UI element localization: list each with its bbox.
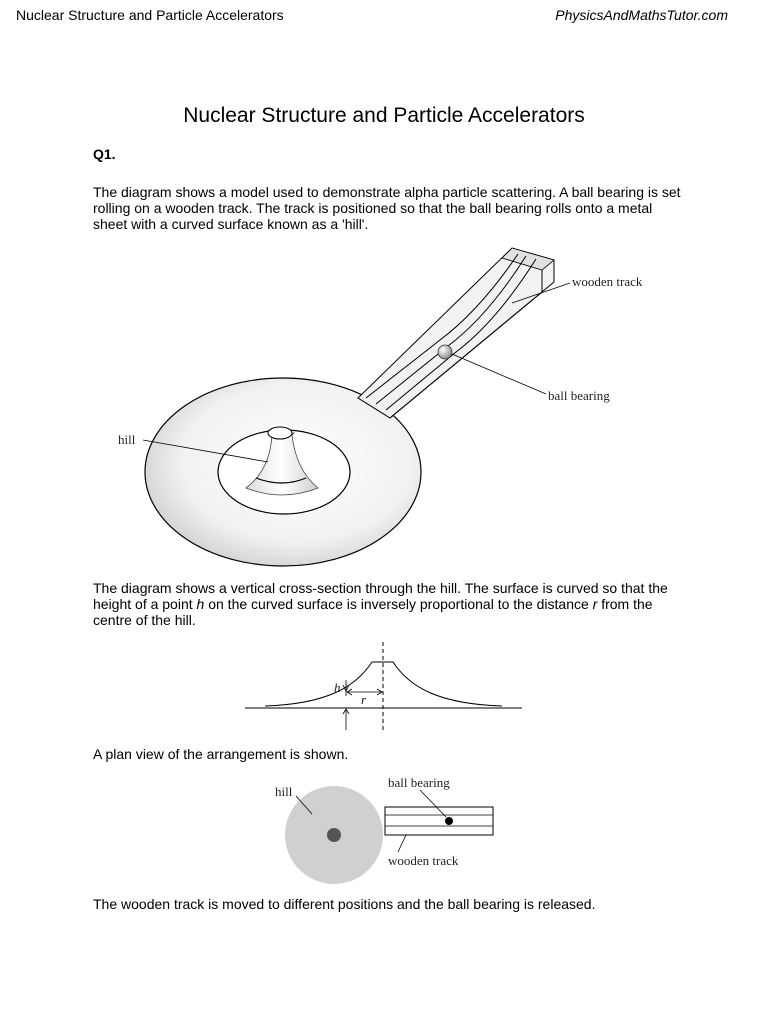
question-number: Q1. xyxy=(93,146,116,162)
apparatus-diagram xyxy=(110,240,650,570)
closing-paragraph: The wooden track is moved to different positions and the ball bearing is released. xyxy=(93,896,596,912)
ball-bearing-label: ball bearing xyxy=(548,388,610,403)
cross-section-paragraph: The diagram shows a vertical cross-section through the hill. The surface is curved so that the height of a point h on the curved surface is inversely proportional to the distance r from the centre of the hill. xyxy=(93,580,668,628)
plan-view-paragraph: A plan view of the arrangement is shown. xyxy=(93,746,349,762)
plan-wooden-track-label: wooden track xyxy=(388,853,459,868)
header-right: PhysicsAndMathsTutor.com xyxy=(555,7,728,23)
ball-plan xyxy=(445,817,453,825)
r-label: r xyxy=(361,692,367,707)
hill-label: hill xyxy=(118,432,136,447)
ball-bearing xyxy=(438,345,452,359)
plan-ball-bearing-label: ball bearing xyxy=(388,775,450,790)
track-plan xyxy=(385,807,493,835)
wooden-track-label: wooden track xyxy=(572,274,643,289)
page-title: Nuclear Structure and Particle Accelerators xyxy=(183,104,585,127)
intro-paragraph: The diagram shows a model used to demonstrate alpha particle scattering. A ball bearing is set rolling on a wooden track. The track is positioned so that the ball bearing rolls onto a metal sheet with a curved surface known as a 'hill'. xyxy=(93,184,681,232)
header-left: Nuclear Structure and Particle Accelerators xyxy=(16,7,284,23)
plan-view-diagram xyxy=(270,774,500,886)
hill-centre xyxy=(327,828,341,842)
plan-hill-label: hill xyxy=(275,784,293,799)
h-label: h xyxy=(334,680,341,695)
cross-section-diagram xyxy=(240,640,530,735)
